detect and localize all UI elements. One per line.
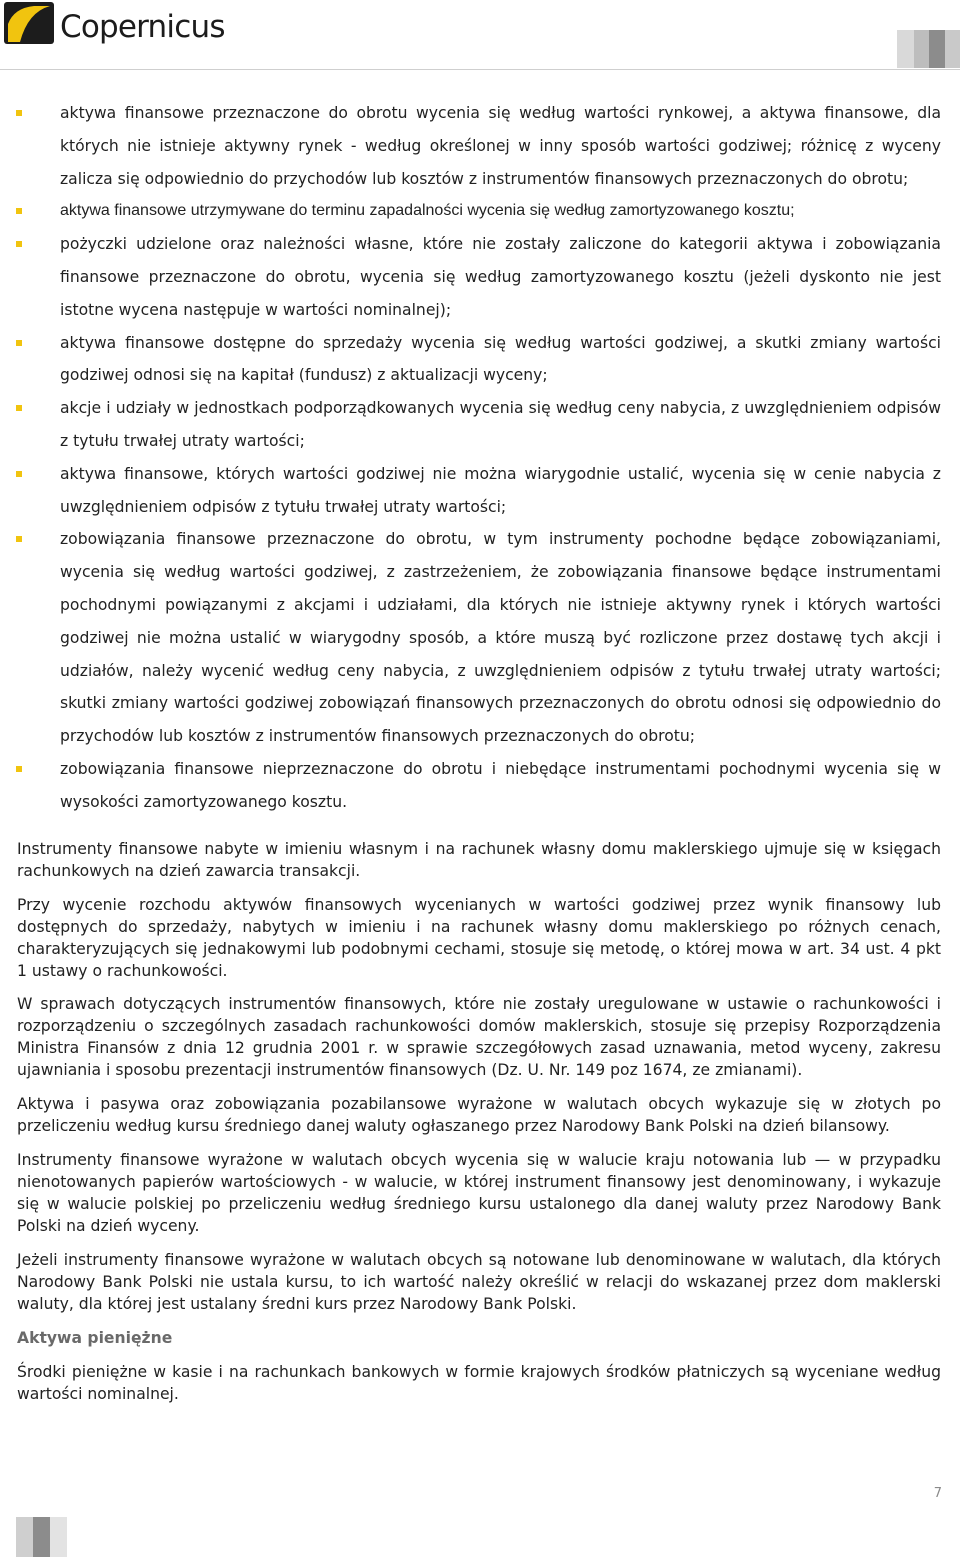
section-subheading: Aktywa pieniężne [17, 1329, 173, 1347]
list-item: aktywa finansowe utrzymywane do terminu zapadalności wycenia się według zamortyzowanego kosztu; [0, 195, 960, 228]
paragraph: Środki pieniężne w kasie i na rachunkach bankowych w formie krajowych środków płatniczych są wyceniane według wartości nominalnej. [17, 1363, 941, 1403]
paragraph: Aktywa i pasywa oraz zobowiązania pozabilansowe wyrażone w walutach obcych wykazuje się w złotych po przeliczeniu według kursu średniego danej waluty ogłaszanego przez Narodowy Bank Polski na dzień bilansowy. [17, 1095, 941, 1135]
list-item: aktywa finansowe dostępne do sprzedaży wycenia się według wartości godziwej, a skutki zmiany wartości godziwej odnosi się na kapitał (fundusz) z aktualizacji wyceny; [0, 327, 960, 393]
copernicus-logo-icon [4, 2, 54, 44]
paragraph: Przy wycenie rozchodu aktywów finansowych wycenianych w wartości godziwej przez wynik finansowy lub dostępnych do sprzedaży, nabytych w imieniu i na rachunek własny domu maklerskiego po różnych cenach, charakteryzujących się jednakowymi lub podobnymi cechami, stosuje się metodę, o której mowa w art. 34 ust. 4 pkt 1 ustawy o rachunkowości. [17, 896, 941, 980]
header-decor-bar [945, 30, 960, 68]
list-item: pożyczki udzielone oraz należności własne, które nie zostały zaliczone do kategorii aktywa i zobowiązania finansowe przeznaczone do obrotu, wycenia się według zamortyzowanego kosztu (jeżeli dyskonto nie jest istotne wycena następuje w wartości nominalnej); [0, 228, 960, 326]
header-decor-bar [929, 30, 945, 68]
list-item: akcje i udziały w jednostkach podporządkowanych wycenia się według ceny nabycia, z uwzględnieniem odpisów z tytułu trwałej utraty wartości; [0, 392, 960, 458]
list-item: aktywa finansowe przeznaczone do obrotu wycenia się według wartości rynkowej, a aktywa finansowe, dla których nie istnieje aktywny rynek - według określonej w inny sposób wartości godziwej; różnicę z wyceny zalicza się odpowiednio do przychodów lub kosztów z instrumentów finansowych przeznaczonych do obrotu; [0, 97, 960, 195]
valuation-rules-list [0, 97, 960, 819]
footer-decor-bar [33, 1517, 50, 1557]
paragraph: W sprawach dotyczących instrumentów finansowych, które nie zostały uregulowane w ustawie o rachunkowości i rozporządzeniu o szczególnych zasadach rachunkowości domów maklerskich, stosuje się przepisy Rozporządzenia Ministra Finansów z dnia 12 grudnia 2001 r. w sprawie szczegółowych zasad uznawania, metod wyceny, zakresu ujawniania i sposobu prezentacji instrumentów finansowych (Dz. U. Nr. 149 poz 1674, ze zmianami). [17, 995, 941, 1079]
page-header [0, 0, 960, 70]
list-item: aktywa finansowe, których wartości godziwej nie można wiarygodnie ustalić, wycenia się w cenie nabycia z uwzględnieniem odpisów z tytułu trwałej utraty wartości; [0, 458, 960, 524]
page-number: 7 [933, 1486, 942, 1501]
header-decor-bar [914, 30, 929, 68]
footer-decor-bar [50, 1517, 67, 1557]
list-item: zobowiązania finansowe przeznaczone do obrotu, w tym instrumenty pochodne będące zobowiązaniami, wycenia się według wartości godziwej, z zastrzeżeniem, że zobowiązania finansowe będące instrumentami pochodnymi powiązanymi z akcjami i udziałami, dla których nie istnieje aktywny rynek i których wartości godziwej nie można ustalić w wiarygodny sposób, a które muszą być rozliczone przez dostawę tych akcji i udziałów, należy wycenić według ceny nabycia, z uwzględnieniem odpisów z tytułu trwałej utraty wartości; skutki zmiany wartości godziwej zobowiązań finansowych przeznaczonych do obrotu odnosi się odpowiednio do przychodów lub kosztów z instrumentów finansowych przeznaczonych do obrotu; [0, 523, 960, 753]
paragraph: Instrumenty finansowe wyrażone w walutach obcych wycenia się w walucie kraju notowania lub — w przypadku nienotowanych papierów wartościowych - w walucie, w której instrument finansowy jest denominowany, i wykazuje się w walucie polskiej po przeliczeniu według średniego kursu ustalonego dla danej waluty przez Narodowy Bank Polski na dzień wyceny. [17, 1151, 941, 1235]
header-decor-bar [897, 30, 914, 68]
brand-name: Copernicus [60, 9, 225, 45]
list-item: zobowiązania finansowe nieprzeznaczone do obrotu i niebędące instrumentami pochodnymi wycenia się w wysokości zamortyzowanego kosztu. [0, 753, 960, 819]
footer-decor-bar [16, 1517, 33, 1557]
paragraph: Instrumenty finansowe nabyte w imieniu własnym i na rachunek własny domu maklerskiego ujmuje się w księgach rachunkowych na dzień zawarcia transakcji. [17, 840, 941, 880]
paragraph: Jeżeli instrumenty finansowe wyrażone w walutach obcych są notowane lub denominowane w walutach, dla których Narodowy Bank Polski nie ustala kursu, to ich wartość należy określić w relacji do wskazanej przez dom maklerski waluty, dla której jest ustalany średni kurs przez Narodowy Bank Polski. [17, 1251, 941, 1313]
header-divider [0, 69, 960, 70]
